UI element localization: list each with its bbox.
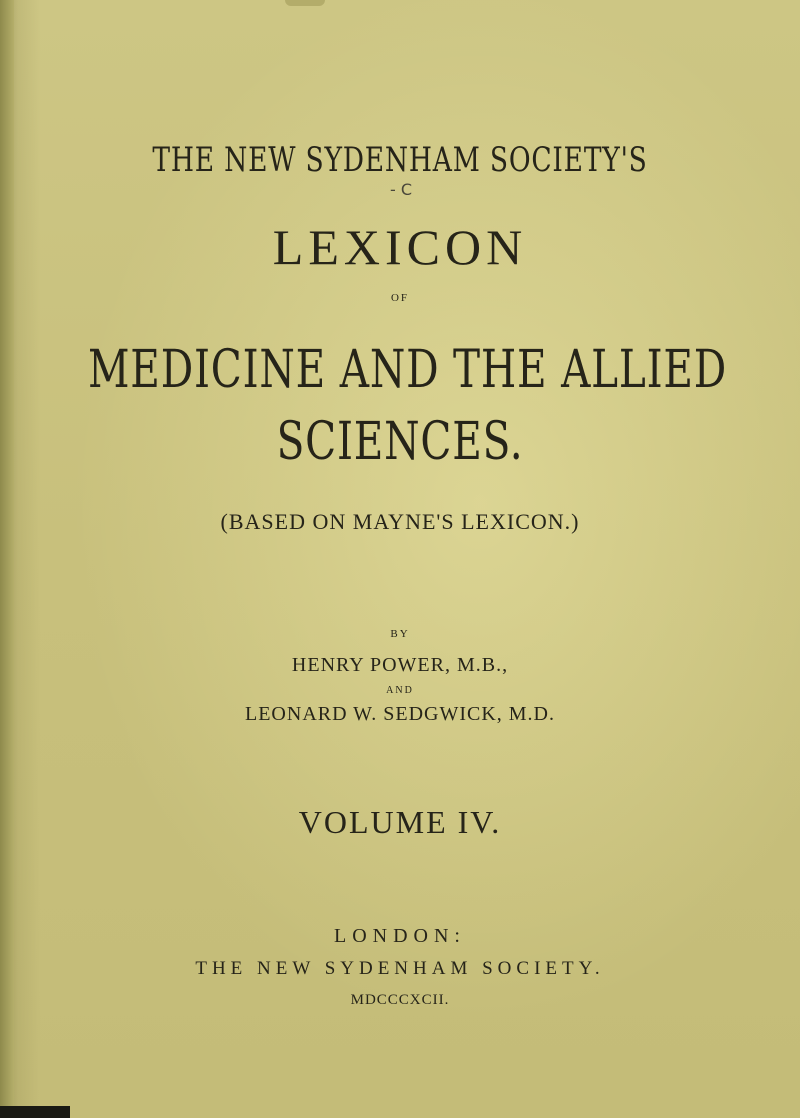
- lexicon-heading: LEXICON: [272, 219, 528, 275]
- main-title-line-1: MEDICINE AND THE ALLIED: [88, 340, 728, 400]
- and-word: AND: [386, 685, 414, 696]
- page-corner-shadow: [0, 1106, 70, 1118]
- volume-number: VOLUME IV.: [298, 804, 502, 840]
- author-1: HENRY POWER, M.B.,: [291, 654, 509, 676]
- society-title: THE NEW SYDENHAM SOCIETY'S: [152, 140, 648, 180]
- by-word: BY: [390, 628, 410, 640]
- author-2: LEONARD W. SEDGWICK, M.D.: [245, 703, 555, 725]
- based-on-note: (BASED ON MAYNE'S LEXICON.): [220, 509, 580, 534]
- publisher: THE NEW SYDENHAM SOCIETY.: [195, 958, 605, 979]
- page-spine-edge: [0, 0, 14, 1118]
- of-word: OF: [390, 292, 410, 304]
- publication-city: LONDON:: [334, 925, 466, 947]
- publication-year: MDCCCXCII.: [350, 992, 450, 1008]
- top-edge-mark: [285, 0, 325, 6]
- pencil-annotation: - C: [390, 180, 413, 199]
- main-title-line-2: SCIENCES.: [276, 412, 524, 472]
